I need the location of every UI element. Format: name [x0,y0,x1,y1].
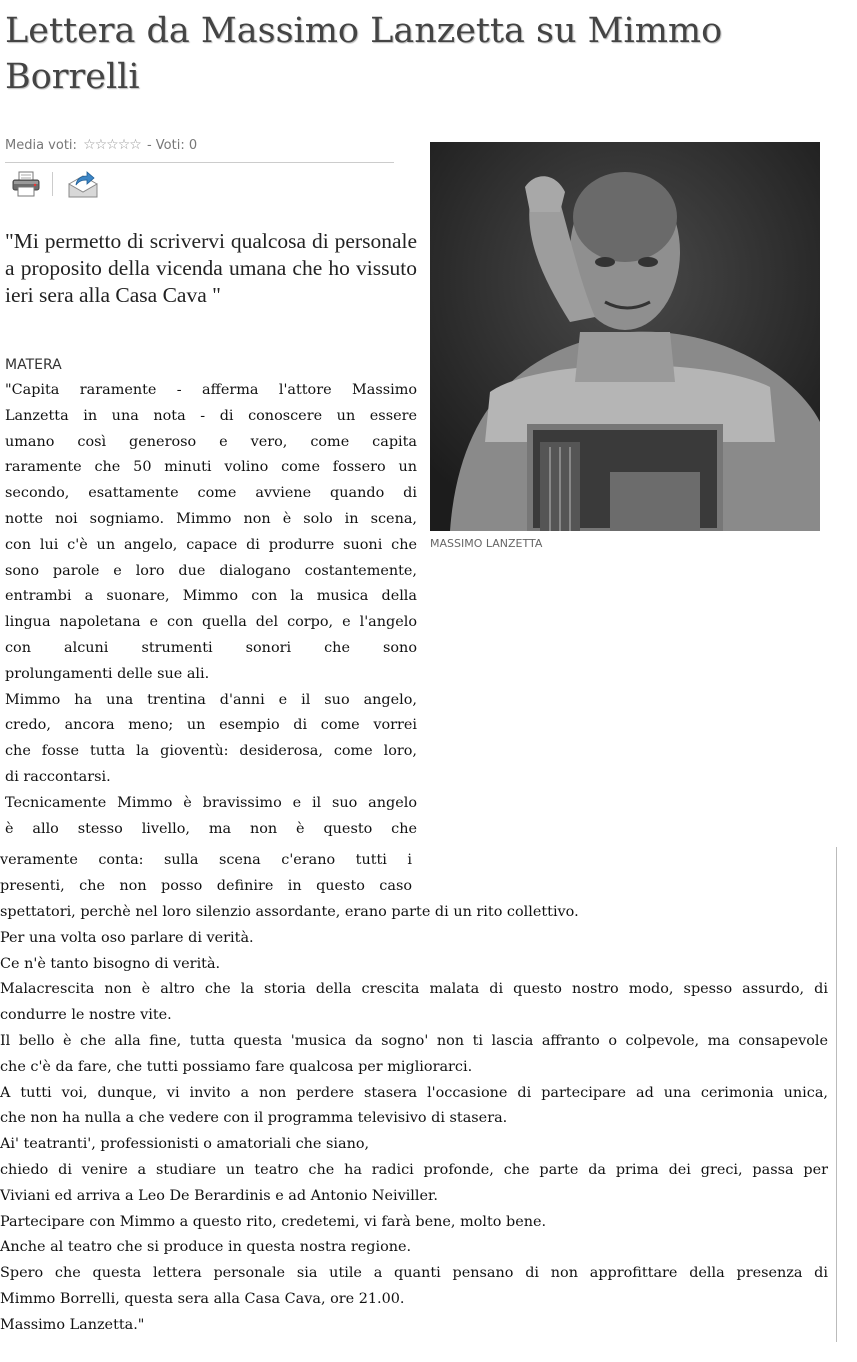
body-line: condurre le nostre vite. [0,1007,172,1024]
body-line: Ce n'è tanto bisogno di verità. [0,955,221,972]
body-line: Malacrescita non è altro che la storia della crescita malata di questo nostro modo, spesso assurdo, di [0,981,828,998]
rating-label: Media voti: [5,138,77,153]
article-body-column [5,378,417,842]
body-line: notte noi sogniamo. Mimmo non è solo in scena, [5,510,417,527]
tool-separator [52,172,53,196]
dateline-place: MATERA [5,357,62,373]
body-line: "Capita raramente - afferma l'attore Massimo [5,382,417,398]
body-line: entrambi a suonare, Mimmo con la musica della [5,588,417,605]
divider [5,162,394,163]
body-line: umano così generoso e vero, come capita [5,433,417,450]
body-line: Mimmo ha una trentina d'anni e il suo angelo, [5,691,417,708]
body-line: è allo stesso livello, ma non è questo che [5,820,417,837]
votes-count: - Voti: 0 [146,138,198,153]
body-line: che c'è da fare, che tutti possiamo fare qualcosa per migliorarci. [0,1058,473,1075]
body-line: spettatori, perchè nel loro silenzio assordante, erano parte di un rito collettivo. [0,904,579,920]
body-line: A tutti voi, dunque, vi invito a non perdere stasera l'occasione di partecipare ad una cerimonia unica, [0,1084,828,1101]
body-line: Il bello è che alla fine, tutta questa 'musica da sogno' non ti lascia affranto o colpevole, ma consapevole [0,1032,828,1049]
body-line: Per una volta oso parlare di verità. [0,929,254,946]
body-line: lingua napoletana e con quella del corpo, e l'angelo [5,614,417,631]
body-line: secondo, esattamente come avviene quando di [5,485,417,502]
article-body-continuation [0,848,412,900]
body-line: che non ha nulla a che vedere con il programma televisivo di stasera. [0,1110,508,1127]
article-tools [10,170,99,198]
article-title: Lettera da Massimo Lanzetta su Mimmo Borrelli [5,11,723,97]
body-line: veramente conta: sulla scena c'erano tutti i [0,852,412,868]
body-line: Partecipare con Mimmo a questo rito, credetemi, vi farà bene, molto bene. [0,1213,547,1230]
photo-caption: MASSIMO LANZETTA [430,537,543,550]
body-line: di raccontarsi. [5,768,111,785]
body-line: Massimo Lanzetta." [0,1316,145,1333]
body-line: con alcuni strumenti sonori che sono [5,639,417,656]
body-line: Ai' teatranti', professionisti o amatoriali che siano, [0,1136,370,1153]
body-line: prolungamenti delle sue ali. [5,665,210,682]
body-line: sono parole e loro due dialogano costantemente, [5,562,417,579]
body-line: con lui c'è un angelo, capace di produrre suoni che [5,536,417,553]
body-line: che fosse tutta la gioventù: desiderosa, come loro, [5,743,417,760]
body-line: presenti, che non posso definire in questo caso [0,877,412,894]
portrait-photo [430,142,820,531]
body-line: chiedo di venire a studiare un teatro che ha radici profonde, che parte da prima dei greci, passa per [0,1161,828,1178]
frame-border [836,847,837,1342]
body-line: credo, ancora meno; un esempio di come vorrei [5,717,417,734]
article-subtitle: "Mi permetto di scrivervi qualcosa di personale a proposito della vicenda umana che ho vissuto ieri sera alla Casa Cava " [5,229,417,307]
rating-stars[interactable]: ☆☆☆☆☆ [83,137,141,153]
share-button[interactable] [67,170,99,198]
print-button[interactable] [10,170,42,198]
body-line: Spero che questa lettera personale sia utile a quanti pensano di non approfittare della presenza di [0,1265,828,1282]
body-line: raramente che 50 minuti volino come fossero un [5,459,417,476]
printer-icon [11,171,41,197]
body-line: Mimmo Borrelli, questa sera alla Casa Cava, ore 21.00. [0,1290,405,1307]
body-line: Anche al teatro che si produce in questa nostra regione. [0,1239,412,1256]
rating-bar [5,137,197,153]
share-icon [67,170,99,198]
body-line: Tecnicamente Mimmo è bravissimo e il suo angelo [5,794,417,811]
body-line: Lanzetta in una nota - di conoscere un essere [5,407,417,424]
article-body-full [0,900,828,1339]
body-line: Viviani ed arriva a Leo De Berardinis e ad Antonio Neiviller. [0,1187,438,1204]
